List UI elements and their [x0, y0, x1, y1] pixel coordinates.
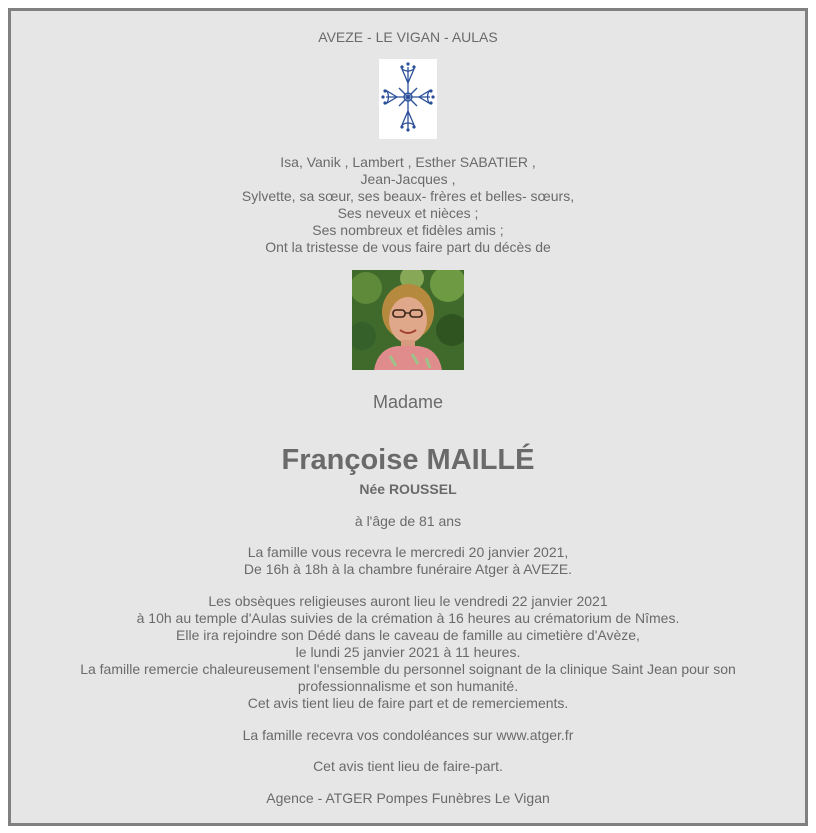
funeral-line: La famille remercie chaleureusement l'ensemble du personnel soignant de la clinique Saint Jean pour son	[80, 661, 736, 677]
family-line: Sylvette, sa sœur, ses beaux- frères et belles- sœurs,	[241, 188, 575, 204]
visitation-info	[11, 544, 805, 578]
deceased-age: à l'âge de 81 ans	[354, 513, 462, 529]
agency-text: Agence - ATGER Pompes Funèbres Le Vigan	[266, 790, 550, 806]
funeral-line: Elle ira rejoindre son Dédé dans le caveau de famille au cimetière d'Avèze,	[176, 627, 640, 643]
funeral-line: le lundi 25 janvier 2021 à 11 heures.	[295, 644, 521, 660]
maiden-name: Née ROUSSEL	[359, 481, 457, 497]
deceased-photo	[352, 270, 464, 370]
location-header: AVEZE - LE VIGAN - AULAS	[318, 29, 498, 45]
funeral-line: Cet avis tient lieu de faire part et de remerciements.	[247, 695, 569, 711]
family-line: Ses neveux et nièces ;	[337, 205, 479, 221]
notice-text: Cet avis tient lieu de faire-part.	[313, 758, 503, 774]
deceased-title: Madame	[372, 392, 444, 412]
deceased-name: Françoise MAILLÉ	[281, 444, 535, 476]
funeral-line: professionnalisme et son humanité.	[297, 678, 519, 694]
funeral-info	[11, 593, 805, 712]
obituary-notice	[8, 8, 808, 826]
family-announcement	[11, 154, 805, 256]
visitation-line: De 16h à 18h à la chambre funéraire Atger à AVEZE.	[243, 561, 573, 577]
funeral-line: Les obsèques religieuses auront lieu le vendredi 22 janvier 2021	[208, 593, 608, 609]
family-line: Jean-Jacques ,	[360, 171, 456, 187]
visitation-line: La famille vous recevra le mercredi 20 janvier 2021,	[247, 544, 569, 560]
occitan-cross-icon	[379, 59, 437, 139]
family-line: Ses nombreux et fidèles amis ;	[312, 222, 504, 238]
family-line: Ont la tristesse de vous faire part du décès de	[265, 239, 551, 255]
condolences-text: La famille recevra vos condoléances sur www.atger.fr	[242, 727, 574, 743]
funeral-line: à 10h au temple d'Aulas suivies de la crémation à 16 heures au crématorium de Nîmes.	[136, 610, 680, 626]
family-line: Isa, Vanik , Lambert , Esther SABATIER ,	[280, 154, 536, 170]
